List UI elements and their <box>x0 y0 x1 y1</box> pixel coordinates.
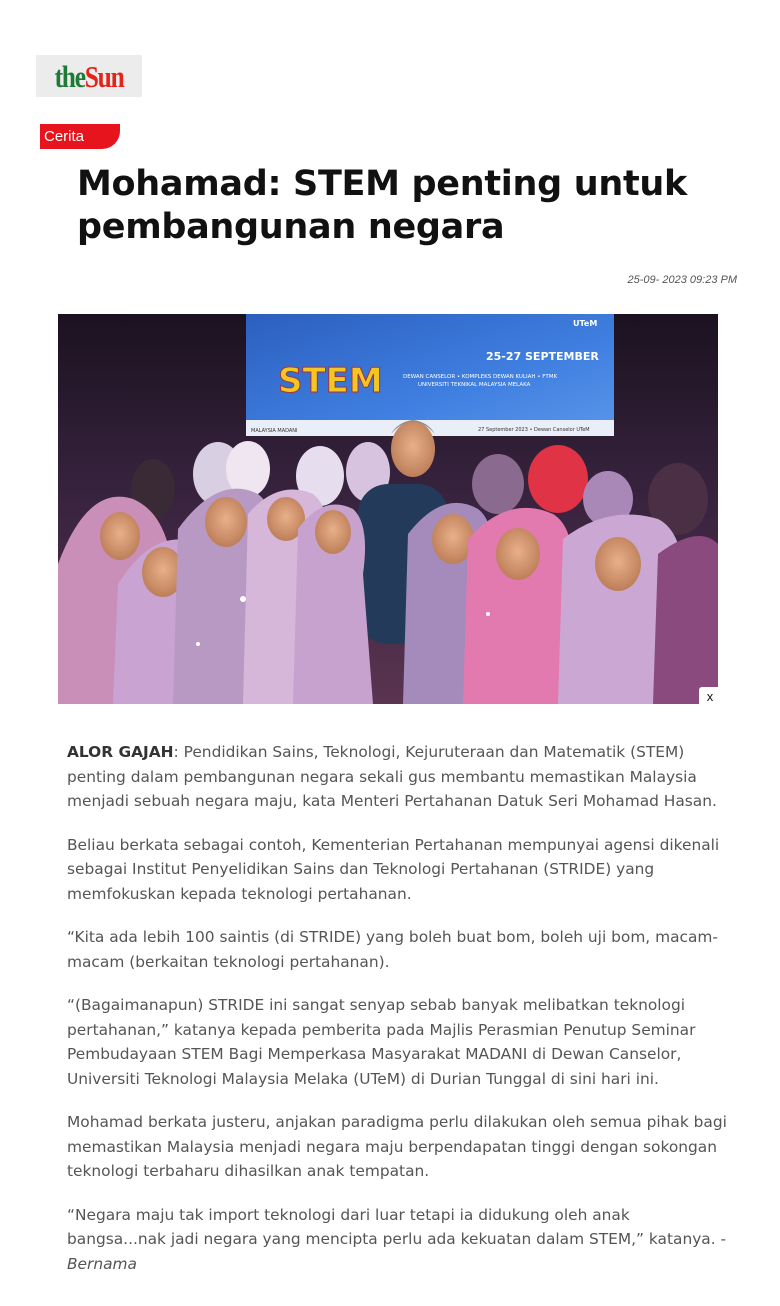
article-paragraph: “Negara maju tak import teknologi dari luar tetapi ia didukung oleh anak bangsa...nak jadi negara yang mencipta perlu ada kekuatan dalam STEM,” katanya. - Bernama <box>67 1205 727 1273</box>
banner-university: UNIVERSITI TEKNIKAL MALAYSIA MELAKA <box>418 382 531 388</box>
photo-illustration <box>58 314 718 704</box>
article-paragraph: Beliau berkata sebagai contoh, Kementerian Pertahanan mempunyai agensi dikenali sebagai Institut Penyelidikan Sains dan Teknologi Pertahanan (STRIDE) yang memfokuskan kepada teknologi pertahanan. <box>67 835 720 903</box>
article-paragraph: Mohamad berkata justeru, anjakan paradigma perlu dilakukan oleh semua pihak bagi memastikan Malaysia menjadi negara maju berpendapatan tinggi dengan sokongan teknologi terbaharu dihasilkan anak tempatan. <box>67 1113 727 1180</box>
article-photo <box>58 314 718 704</box>
banner-title: STEM <box>278 361 383 401</box>
banner-logo: UTeM <box>573 319 598 328</box>
banner-dates: 25-27 SEPTEMBER <box>486 350 599 363</box>
article-title: Mohamad: STEM penting untuk pembangunan negara <box>77 164 687 247</box>
news-source: Bernama <box>67 1254 137 1273</box>
banner-footer: 27 September 2023 • Dewan Canselor UTeM <box>478 427 590 433</box>
logo-wordmark: theSun <box>54 58 124 94</box>
article-paragraph: ALOR GAJAH: Pendidikan Sains, Teknologi, Kejuruteraan dan Matematik (STEM) penting dalam pembangunan negara sekali gus membantu memastikan Malaysia menjadi sebuah negara maju, kata Menteri Pertahanan Datuk Seri Mohamad Hasan. <box>67 743 717 810</box>
category-tag[interactable]: Cerita <box>40 124 120 149</box>
banner-madani: MALAYSIA MADANI <box>251 428 298 434</box>
article-paragraph: “(Bagaimanapun) STRIDE ini sangat senyap sebab banyak melibatkan teknologi pertahanan,” katanya kepada pemberita pada Majlis Perasmian Penutup Seminar Pembudayaan STEM Bagi Memperkasa Masyarakat MADANI di Dewan Canselor, Universiti Teknologi Malaysia Melaka (UTeM) di Durian Tunggal di sini hari ini. <box>67 996 696 1088</box>
article-paragraph: “Kita ada lebih 100 saintis (di STRIDE) yang boleh buat bom, boleh uji bom, macam-macam (berkaitan teknologi pertahanan). <box>67 928 718 971</box>
dateline: ALOR GAJAH <box>67 743 174 761</box>
site-logo[interactable] <box>36 55 142 97</box>
banner-venue: DEWAN CANSELOR • KOMPLEKS DEWAN KULIAH • FTMK <box>403 374 558 380</box>
article-body <box>67 740 727 1295</box>
photo-close-button[interactable]: x <box>699 687 721 707</box>
publish-date: 25-09- 2023 09:23 PM <box>627 274 737 286</box>
